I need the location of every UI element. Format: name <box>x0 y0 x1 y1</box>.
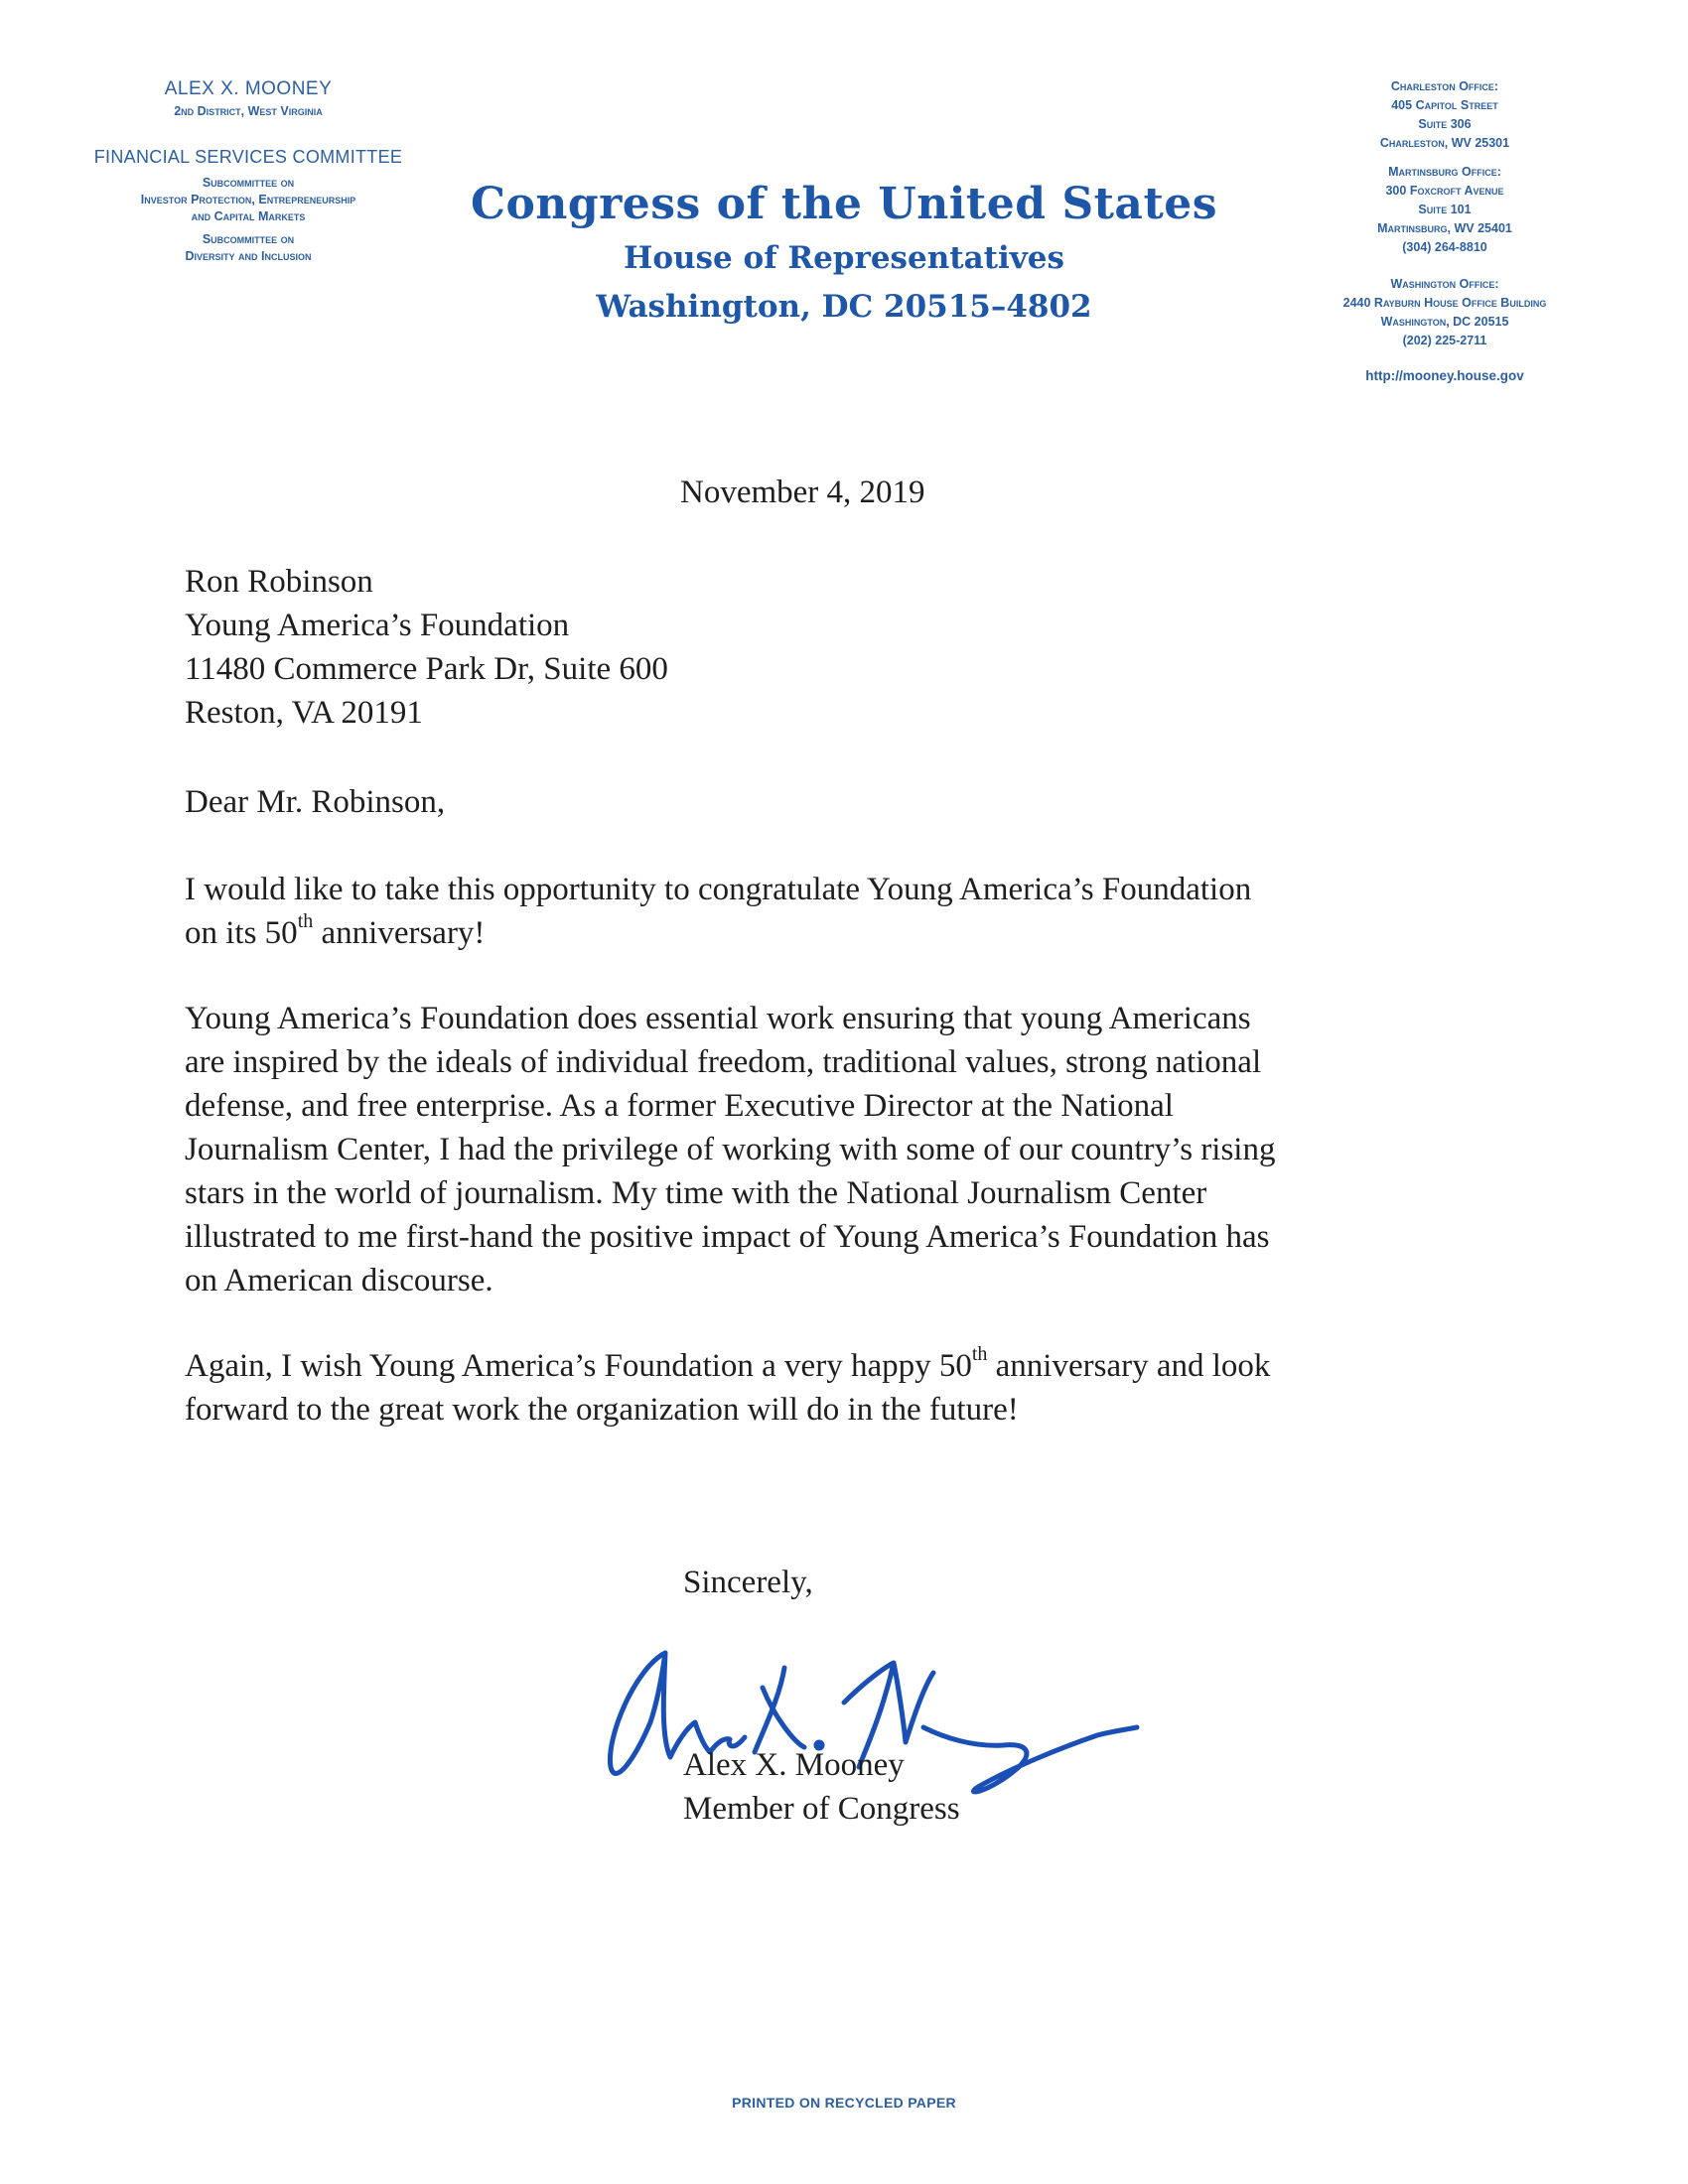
subcommittee-1 <box>60 175 437 225</box>
website-link[interactable]: http://mooney.house.gov <box>1365 368 1524 383</box>
paragraph-line <box>185 911 1515 955</box>
washington-address: Washington, DC 20515–4802 <box>596 289 1092 325</box>
signer-name: Alex X. Mooney <box>683 1747 905 1783</box>
office-label: Martinsburg Office: <box>1388 165 1501 179</box>
paragraph-line: forward to the great work the organization will do in the future! <box>185 1392 1019 1428</box>
office-line: Martinsburg, WV 25401 <box>1377 221 1512 235</box>
subcommittee-heading: Subcommittee on <box>202 232 295 246</box>
signer-block <box>683 1743 960 1831</box>
signer-title: Member of Congress <box>683 1791 960 1827</box>
text-span: anniversary! <box>313 915 486 951</box>
member-name: ALEX X. MOONEY <box>164 78 333 99</box>
office-charleston <box>1271 77 1618 153</box>
paragraph-line: stars in the world of journalism. My time with the National Journalism Center <box>185 1175 1207 1211</box>
office-line: 405 Capitol Street <box>1391 98 1498 112</box>
paragraph-1 <box>185 868 1515 955</box>
committee-name: FINANCIAL SERVICES COMMITTEE <box>93 147 403 167</box>
office-line: 300 Foxcroft Avenue <box>1385 184 1504 198</box>
subcommittee-line: Investor Protection, Entrepreneurship <box>140 193 356 206</box>
paragraph-line: Young America’s Foundation does essential work ensuring that young Americans <box>185 1001 1251 1036</box>
recipient-street: 11480 Commerce Park Dr, Suite 600 <box>185 651 668 687</box>
house-subtitle: House of Representatives <box>624 240 1064 276</box>
congress-title: Congress of the United States <box>470 179 1218 229</box>
subcommittee-line: Diversity and Inclusion <box>185 249 312 263</box>
paragraph-line: I would like to take this opportunity to congratulate Young America’s Foundation <box>185 872 1252 907</box>
office-phone: (304) 264-8810 <box>1402 240 1487 254</box>
recipient-name: Ron Robinson <box>185 564 373 600</box>
text-span: Again, I wish Young America’s Foundation a very happy 50 <box>185 1348 972 1384</box>
paragraph-3 <box>185 1344 1515 1432</box>
office-line: Suite 101 <box>1418 203 1472 216</box>
paragraph-line <box>185 1344 1515 1388</box>
signature-stroke <box>755 1668 804 1752</box>
subcommittee-line: and Capital Markets <box>191 209 306 223</box>
office-line: Washington, DC 20515 <box>1380 315 1509 329</box>
office-phone: (202) 225-2711 <box>1402 334 1487 347</box>
text-span: on its 50 <box>185 915 298 951</box>
recipient-city: Reston, VA 20191 <box>185 695 423 731</box>
paragraph-line: Journalism Center, I had the privilege of working with some of our country’s rising <box>185 1132 1276 1167</box>
recycled-paper-footer: PRINTED ON RECYCLED PAPER <box>732 2095 956 2111</box>
office-line: Suite 306 <box>1418 117 1472 131</box>
recipient-address <box>185 560 668 735</box>
letterhead-right <box>1271 77 1618 383</box>
ordinal-suffix: th <box>971 1343 988 1365</box>
closing: Sincerely, <box>683 1565 813 1600</box>
office-label: Charleston Office: <box>1390 79 1499 93</box>
district: 2nd District, West Virginia <box>174 104 323 118</box>
letterhead-title <box>437 179 1251 330</box>
office-line: 2440 Rayburn House Office Building <box>1342 296 1547 310</box>
letter-date: November 4, 2019 <box>680 475 925 510</box>
ordinal-suffix: th <box>297 910 314 932</box>
subcommittee-heading: Subcommittee on <box>202 176 295 190</box>
text-span: anniversary and look <box>987 1348 1271 1384</box>
salutation: Dear Mr. Robinson, <box>185 784 446 820</box>
office-martinsburg <box>1271 163 1618 257</box>
office-label: Washington Office: <box>1390 277 1499 291</box>
paragraph-line: illustrated to me first-hand the positive impact of Young America’s Foundation has <box>185 1219 1270 1255</box>
paragraph-2 <box>185 997 1515 1302</box>
paragraph-line: defense, and free enterprise. As a former Executive Director at the National <box>185 1088 1174 1124</box>
recipient-organization: Young America’s Foundation <box>185 608 570 643</box>
letterhead-left <box>60 77 437 265</box>
paragraph-line: on American discourse. <box>185 1263 493 1298</box>
paragraph-line: are inspired by the ideals of individual freedom, traditional values, strong national <box>185 1044 1262 1080</box>
office-washington <box>1271 275 1618 350</box>
office-line: Charleston, WV 25301 <box>1379 136 1510 150</box>
subcommittee-2 <box>60 231 437 265</box>
